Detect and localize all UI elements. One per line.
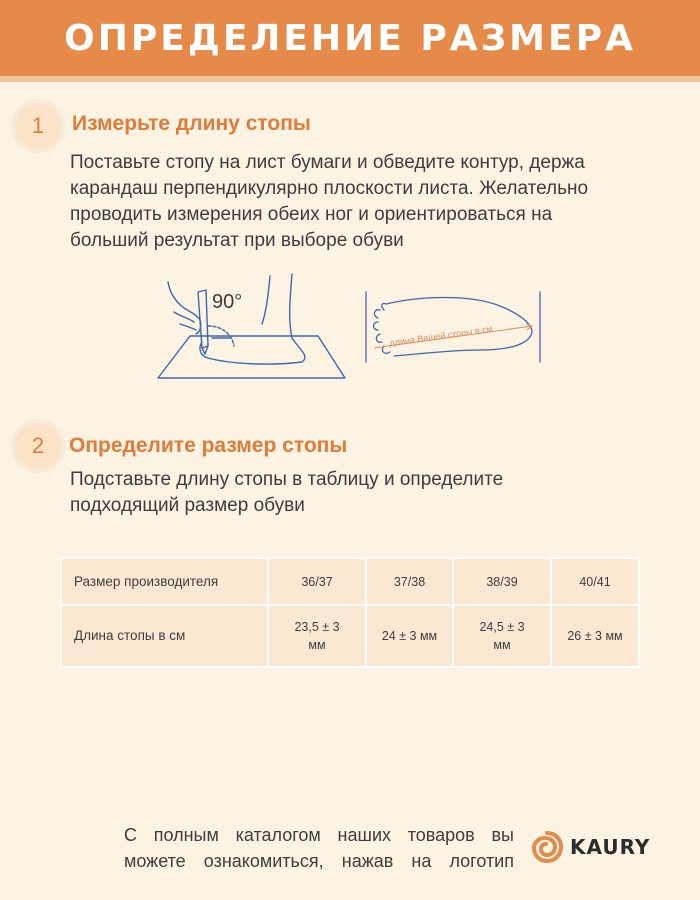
length-value: 24,5 ± 3 — [479, 620, 525, 634]
step-1-badge — [15, 103, 61, 149]
length-cell — [268, 605, 366, 667]
step-2-line-2: подходящий размер обуви — [70, 495, 305, 516]
header-banner — [0, 0, 700, 82]
size-cell: 38/39 — [453, 558, 551, 605]
length-unit: мм — [308, 638, 326, 652]
size-table — [60, 557, 640, 668]
step-2-badge — [15, 423, 61, 469]
length-cell — [453, 605, 551, 667]
length-value: 23,5 ± 3 — [294, 620, 340, 634]
size-cell: 36/37 — [268, 558, 366, 605]
size-cell: 40/41 — [551, 558, 639, 605]
foot-measure-illustration — [150, 268, 355, 386]
step-1-line-2: карандаш перпендикулярно плоскости листа. Желательно — [70, 178, 589, 199]
step-2-title: Определите размер стопы — [69, 434, 348, 457]
catalog-note-line-1: С полным каталогом наших товаров вы — [124, 825, 514, 845]
length-value: 24 ± 3 мм — [381, 629, 438, 643]
shoe-spiral-logo-icon — [530, 830, 564, 864]
row-label-foot-length: Длина стопы в см — [61, 605, 268, 667]
step-2-number: 2 — [31, 433, 45, 458]
catalog-note — [124, 822, 514, 874]
step-1-line-1: Поставьте стопу на лист бумаги и обведите контур, держа — [70, 152, 585, 173]
foot-length-label: длина Вашей стопы в см — [388, 323, 494, 348]
step-1-description — [70, 150, 670, 254]
length-cell — [551, 605, 639, 667]
size-cell: 37/38 — [366, 558, 453, 605]
catalog-note-line-2: можете ознакомиться, нажав на логотип — [124, 851, 514, 871]
row-label-manufacturer-size: Размер производителя — [61, 558, 268, 605]
step-1-line-3: проводить измерения обеих ног и ориентироваться на — [70, 204, 553, 225]
step-1-number: 1 — [31, 113, 45, 138]
length-value: 26 ± 3 мм — [567, 629, 623, 643]
length-unit: мм — [493, 638, 511, 652]
step-2-line-1: Подставьте длину стопы в таблицу и определите — [70, 469, 504, 490]
table-row — [61, 558, 639, 605]
page-title: ОПРЕДЕЛЕНИЕ РАЗМЕРА — [64, 17, 636, 59]
foot-outline-illustration — [360, 288, 550, 368]
kaury-logo-link[interactable] — [530, 830, 650, 864]
table-row — [61, 605, 639, 667]
angle-label: 90° — [212, 291, 243, 313]
step-1-title: Измерьте длину стопы — [72, 112, 311, 135]
step-1-line-4: больший результат при выборе обуви — [70, 230, 404, 251]
length-cell — [366, 605, 453, 667]
step-2-description — [70, 467, 670, 519]
logo-text: KAURY — [570, 835, 651, 859]
